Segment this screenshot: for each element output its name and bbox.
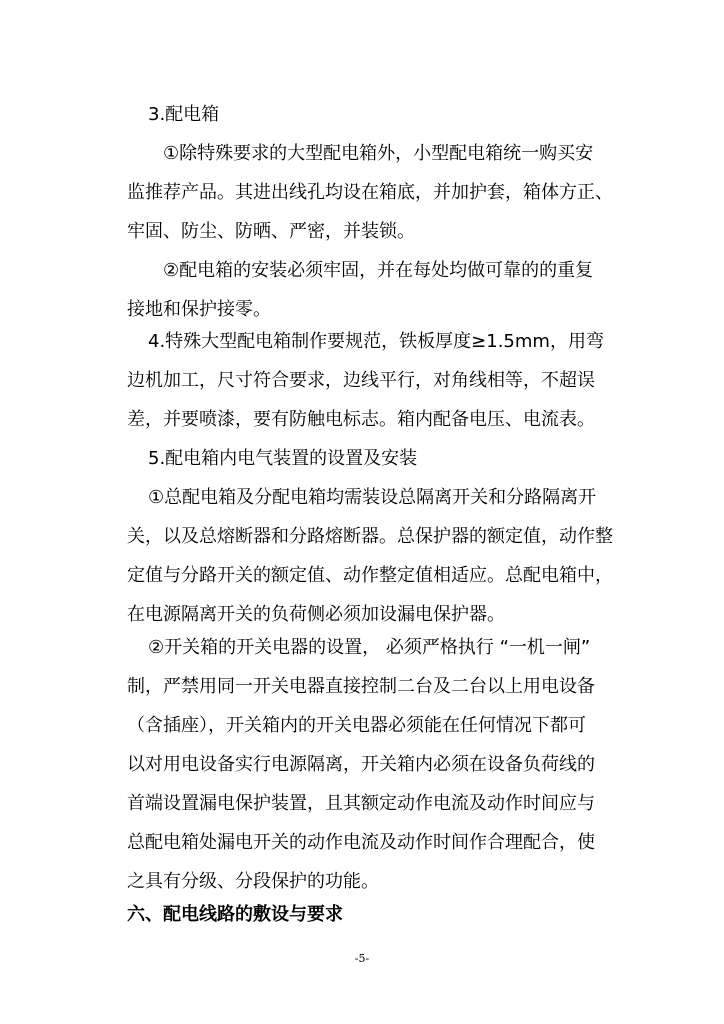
paragraph-line: 牢固、防尘、防晒、严密，并装锁。 — [127, 221, 415, 242]
section-heading-installation: 5.配电箱内电气装置的设置及安装 — [148, 448, 418, 469]
paragraph-line: （含插座），开关箱内的开关电器必须能在任何情况下都可 — [127, 715, 586, 736]
page-number: -5- — [354, 952, 370, 965]
paragraph-line: 关，以及总熔断器和分路熔断器。总保护器的额定值，动作整 — [127, 526, 613, 547]
paragraph-line: 制，严禁用同一开关电器直接控制二台及二台以上用电设备 — [127, 676, 595, 697]
paragraph-line: 接地和保护接零。 — [127, 299, 271, 320]
paragraph-line: ①除特殊要求的大型配电箱外，小型配电箱统一购买安 — [163, 143, 594, 164]
paragraph-line: 总配电箱处漏电开关的动作电流及动作时间作合理配合，使 — [127, 832, 595, 853]
chapter-heading-wiring: 六、配电线路的敷设与要求 — [127, 904, 343, 925]
paragraph-line: 以对用电设备实行电源隔离，开关箱内必须在设备负荷线的 — [127, 754, 595, 775]
paragraph-line: 之具有分级、分段保护的功能。 — [127, 871, 379, 892]
paragraph-line: 在电源隔离开关的负荷侧必须加设漏电保护器。 — [127, 604, 505, 625]
paragraph-line: ①总配电箱及分配电箱均需装设总隔离开关和分路隔离开 — [148, 487, 597, 508]
paragraph-line: ②配电箱的安装必须牢固，并在每处均做可靠的的重复 — [163, 260, 594, 281]
paragraph-line: 差，并要喷漆，要有防触电标志。箱内配备电压、电流表。 — [127, 409, 595, 430]
paragraph-line: 边机加工，尺寸符合要求，边线平行，对角线相等，不超误 — [127, 370, 595, 391]
paragraph-line: 监推荐产品。其进出线孔均设在箱底，并加护套，箱体方正、 — [127, 182, 613, 203]
paragraph-line: 4.特殊大型配电箱制作要规范，铁板厚度≥1.5mm，用弯 — [148, 331, 604, 352]
paragraph-line: ②开关箱的开关电器的设置， 必须严格执行 “一机一闸” — [148, 637, 591, 658]
section-heading-distribution-box: 3.配电箱 — [148, 104, 220, 125]
paragraph-line: 首端设置漏电保护装置，且其额定动作电流及动作时间应与 — [127, 793, 595, 814]
paragraph-line: 定值与分路开关的额定值、动作整定值相适应。总配电箱中， — [127, 565, 613, 586]
